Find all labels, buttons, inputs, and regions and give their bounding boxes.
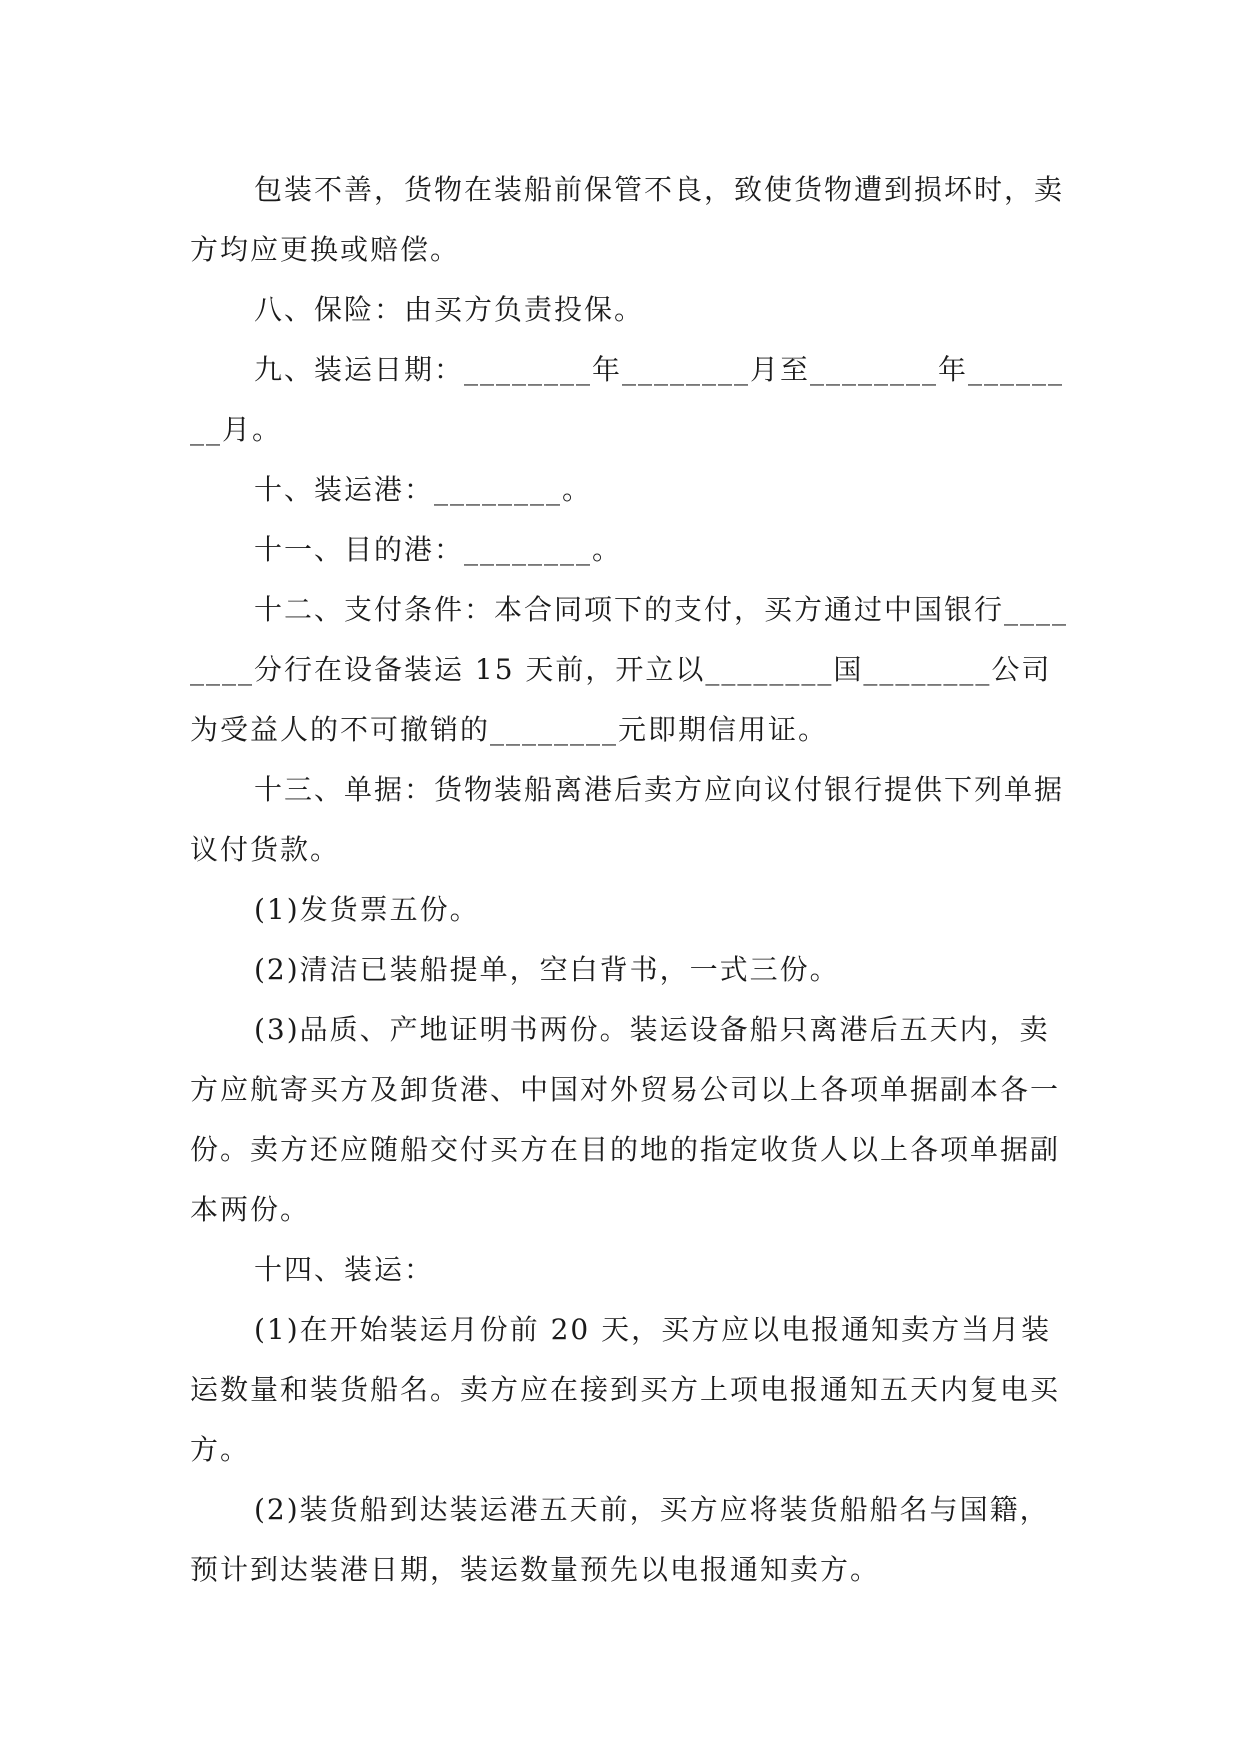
paragraph-documents: 十三、单据：货物装船离港后卖方应向议付银行提供下列单据议付货款。 <box>190 773 1065 866</box>
paragraph-shipment-item-2: (2)装货船到达装运港五天前，买方应将装货船船名与国籍，预计到达装港日期，装运数量预先以电报通知卖方。 <box>190 1493 1050 1586</box>
paragraph-insurance: 八、保险：由买方负责投保。 <box>254 293 645 326</box>
paragraph-shipment-heading: 十四、装运： <box>254 1253 435 1286</box>
paragraph-documents-item-2: (2)清洁已装船提单，空白背书，一式三份。 <box>254 953 840 986</box>
paragraph-packaging-compensation: 包装不善，货物在装船前保管不良，致使货物遭到损坏时，卖方均应更换或赔偿。 <box>190 173 1065 266</box>
paragraph-port-of-destination: 十一、目的港：________。 <box>254 533 623 566</box>
paragraph-documents-item-3: (3)品质、产地证明书两份。装运设备船只离港后五天内，卖方应航寄买方及卸货港、中国对外贸易公司以上各项单据副本各一份。卖方还应随船交付买方在目的地的指定收货人以上各项单据副本两份。 <box>190 1013 1061 1226</box>
paragraph-shipment-item-1: (1)在开始装运月份前 20 天，买方应以电报通知卖方当月装运数量和装货船名。卖方应在接到买方上项电报通知五天内复电买方。 <box>190 1313 1061 1466</box>
paragraph-documents-item-1: (1)发货票五份。 <box>254 893 480 926</box>
paragraph-shipment-date: 九、装运日期：________年________月至________年________月。 <box>190 353 1065 446</box>
contract-body <box>190 160 1070 1600</box>
paragraph-port-of-shipment: 十、装运港：________。 <box>254 473 593 506</box>
paragraph-payment-terms: 十二、支付条件：本合同项下的支付，买方通过中国银行________分行在设备装运 15 天前，开立以________国________公司为受益人的不可撤销的________元即期信用证。 <box>190 593 1069 746</box>
